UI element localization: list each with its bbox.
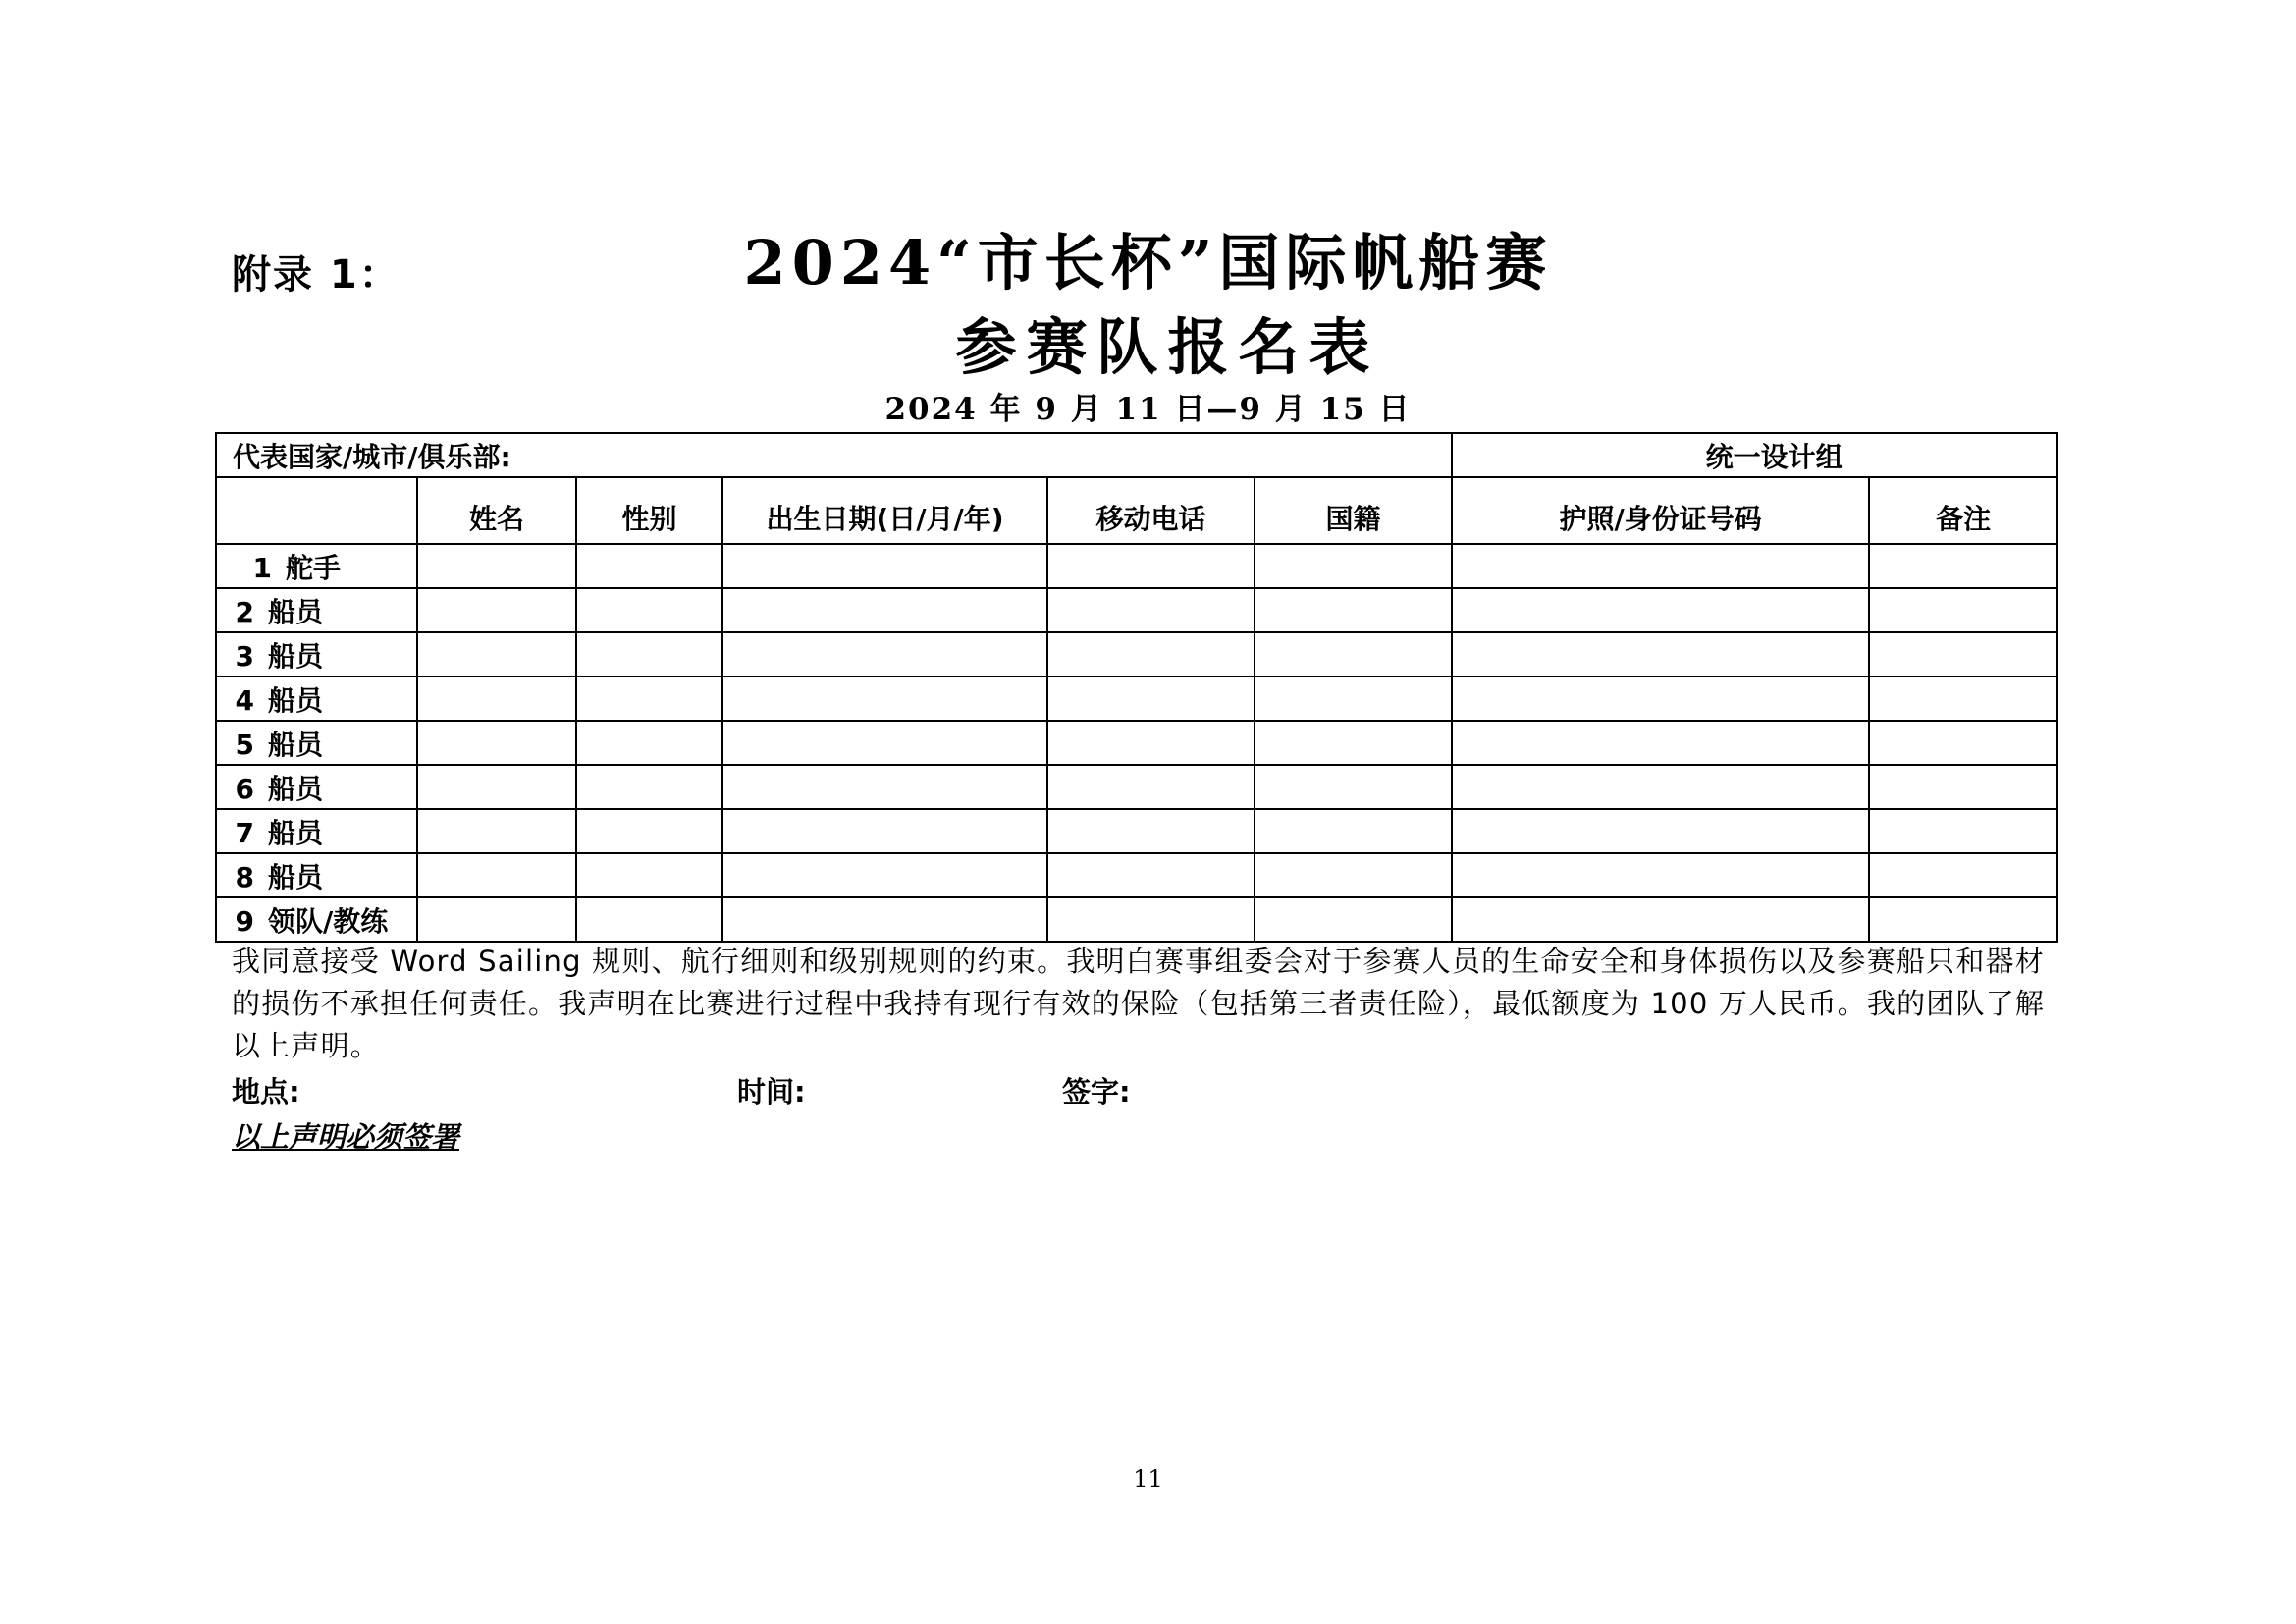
row-role-cell bbox=[216, 765, 417, 809]
name-cell[interactable] bbox=[417, 677, 576, 721]
table-row bbox=[216, 765, 2057, 809]
nationality-cell[interactable] bbox=[1255, 809, 1452, 853]
page-number: 11 bbox=[1133, 1465, 1163, 1492]
row-role: 船员 bbox=[268, 595, 324, 628]
table-row bbox=[216, 897, 2057, 942]
row-number: 5 bbox=[235, 728, 254, 761]
birthdate-cell[interactable] bbox=[722, 721, 1047, 765]
row-role-cell bbox=[216, 588, 417, 632]
column-header-birthdate: 出生日期(日/月/年) bbox=[722, 477, 1047, 544]
passport-cell[interactable] bbox=[1452, 809, 1869, 853]
column-header-nationality: 国籍 bbox=[1255, 477, 1452, 544]
birthdate-cell[interactable] bbox=[722, 897, 1047, 942]
mobile-cell[interactable] bbox=[1047, 721, 1255, 765]
nationality-cell[interactable] bbox=[1255, 632, 1452, 677]
row-number: 3 bbox=[235, 639, 254, 673]
page-subtitle: 参赛队报名表 bbox=[955, 311, 1380, 383]
row-role-cell bbox=[216, 544, 417, 588]
table-row bbox=[216, 721, 2057, 765]
gender-cell[interactable] bbox=[576, 853, 722, 897]
row-role: 船员 bbox=[268, 728, 324, 761]
row-role-cell bbox=[216, 897, 417, 942]
mobile-cell[interactable] bbox=[1047, 632, 1255, 677]
remarks-cell[interactable] bbox=[1869, 853, 2057, 897]
nationality-cell[interactable] bbox=[1255, 588, 1452, 632]
column-header-mobile: 移动电话 bbox=[1047, 477, 1255, 544]
table-row bbox=[216, 588, 2057, 632]
mobile-cell[interactable] bbox=[1047, 677, 1255, 721]
table-row bbox=[216, 809, 2057, 853]
passport-cell[interactable] bbox=[1452, 721, 1869, 765]
remarks-cell[interactable] bbox=[1869, 588, 2057, 632]
remarks-cell[interactable] bbox=[1869, 544, 2057, 588]
nationality-cell[interactable] bbox=[1255, 897, 1452, 942]
row-number: 7 bbox=[235, 816, 254, 849]
nationality-cell[interactable] bbox=[1255, 544, 1452, 588]
signature-label: 签字: bbox=[1062, 1075, 1131, 1109]
nationality-cell[interactable] bbox=[1255, 721, 1452, 765]
name-cell[interactable] bbox=[417, 897, 576, 942]
event-dates: 2024 年 9 月 11 日—9 月 15 日 bbox=[884, 392, 1412, 427]
name-cell[interactable] bbox=[417, 809, 576, 853]
remarks-cell[interactable] bbox=[1869, 632, 2057, 677]
gender-cell[interactable] bbox=[576, 588, 722, 632]
passport-cell[interactable] bbox=[1452, 588, 1869, 632]
mobile-cell[interactable] bbox=[1047, 765, 1255, 809]
gender-cell[interactable] bbox=[576, 544, 722, 588]
row-role: 船员 bbox=[268, 683, 324, 717]
birthdate-cell[interactable] bbox=[722, 677, 1047, 721]
passport-cell[interactable] bbox=[1452, 677, 1869, 721]
birthdate-cell[interactable] bbox=[722, 765, 1047, 809]
nationality-cell[interactable] bbox=[1255, 765, 1452, 809]
registration-table bbox=[215, 432, 2058, 943]
passport-cell[interactable] bbox=[1452, 853, 1869, 897]
birthdate-cell[interactable] bbox=[722, 588, 1047, 632]
row-role: 领队/教练 bbox=[268, 904, 389, 938]
row-number: 8 bbox=[235, 860, 254, 893]
row-number: 4 bbox=[235, 683, 254, 717]
row-number: 9 bbox=[235, 904, 254, 938]
row-role: 船员 bbox=[268, 860, 324, 893]
signature-row bbox=[0, 1070, 2296, 1113]
name-cell[interactable] bbox=[417, 765, 576, 809]
row-role: 船员 bbox=[268, 816, 324, 849]
birthdate-cell[interactable] bbox=[722, 632, 1047, 677]
table-row bbox=[216, 853, 2057, 897]
row-number: 1 bbox=[252, 551, 272, 584]
birthdate-cell[interactable] bbox=[722, 809, 1047, 853]
passport-cell[interactable] bbox=[1452, 765, 1869, 809]
name-cell[interactable] bbox=[417, 853, 576, 897]
remarks-cell[interactable] bbox=[1869, 897, 2057, 942]
birthdate-cell[interactable] bbox=[722, 544, 1047, 588]
gender-cell[interactable] bbox=[576, 721, 722, 765]
remarks-cell[interactable] bbox=[1869, 721, 2057, 765]
name-cell[interactable] bbox=[417, 721, 576, 765]
remarks-cell[interactable] bbox=[1869, 809, 2057, 853]
gender-cell[interactable] bbox=[576, 809, 722, 853]
column-header-passport: 护照/身份证号码 bbox=[1452, 477, 1869, 544]
row-role-cell bbox=[216, 677, 417, 721]
represent-field[interactable]: 代表国家/城市/俱乐部: bbox=[216, 433, 1452, 477]
gender-cell[interactable] bbox=[576, 897, 722, 942]
row-role: 船员 bbox=[268, 639, 324, 673]
row-number: 2 bbox=[235, 595, 254, 628]
appendix-label: 附录 1： bbox=[232, 252, 400, 298]
table-header-row bbox=[216, 477, 2057, 544]
passport-cell[interactable] bbox=[1452, 897, 1869, 942]
row-number: 6 bbox=[235, 772, 254, 805]
name-cell[interactable] bbox=[417, 544, 576, 588]
nationality-cell[interactable] bbox=[1255, 677, 1452, 721]
passport-cell[interactable] bbox=[1452, 544, 1869, 588]
signature-note: 以上声明必须签署 bbox=[232, 1120, 460, 1154]
remarks-cell[interactable] bbox=[1869, 765, 2057, 809]
table-row bbox=[216, 677, 2057, 721]
row-role-cell bbox=[216, 853, 417, 897]
birthdate-cell[interactable] bbox=[722, 853, 1047, 897]
mobile-cell[interactable] bbox=[1047, 853, 1255, 897]
name-cell[interactable] bbox=[417, 632, 576, 677]
mobile-cell[interactable] bbox=[1047, 588, 1255, 632]
declaration-text: 我同意接受 Word Sailing 规则、航行细则和级别规则的约束。我明白赛事组委会对于参赛人员的生命安全和身体损伤以及参赛船只和器材的损伤不承担任何责任。我声明在比赛进行过程中我持有现行有效的保险（包括第三者责任险），最低额度为 100 万人民币。我的团队了解以上声明。 bbox=[232, 945, 2046, 1062]
column-header-role bbox=[216, 477, 417, 544]
group-label: 统一设计组 bbox=[1452, 433, 2057, 477]
name-cell[interactable] bbox=[417, 588, 576, 632]
place-label: 地点: bbox=[232, 1075, 300, 1109]
gender-cell[interactable] bbox=[576, 765, 722, 809]
remarks-cell[interactable] bbox=[1869, 677, 2057, 721]
row-role-cell bbox=[216, 632, 417, 677]
time-label: 时间: bbox=[737, 1075, 806, 1109]
gender-cell[interactable] bbox=[576, 677, 722, 721]
table-row bbox=[216, 632, 2057, 677]
column-header-remarks: 备注 bbox=[1869, 477, 2057, 544]
row-role-cell bbox=[216, 721, 417, 765]
row-role-cell bbox=[216, 809, 417, 853]
mobile-cell[interactable] bbox=[1047, 897, 1255, 942]
table-row bbox=[216, 544, 2057, 588]
passport-cell[interactable] bbox=[1452, 632, 1869, 677]
row-role: 船员 bbox=[268, 772, 324, 805]
column-header-gender: 性别 bbox=[576, 477, 722, 544]
mobile-cell[interactable] bbox=[1047, 544, 1255, 588]
row-role: 舵手 bbox=[286, 551, 342, 584]
page-title: 2024“市长杯”国际帆船赛 bbox=[743, 227, 1553, 298]
gender-cell[interactable] bbox=[576, 632, 722, 677]
column-header-name: 姓名 bbox=[417, 477, 576, 544]
nationality-cell[interactable] bbox=[1255, 853, 1452, 897]
mobile-cell[interactable] bbox=[1047, 809, 1255, 853]
